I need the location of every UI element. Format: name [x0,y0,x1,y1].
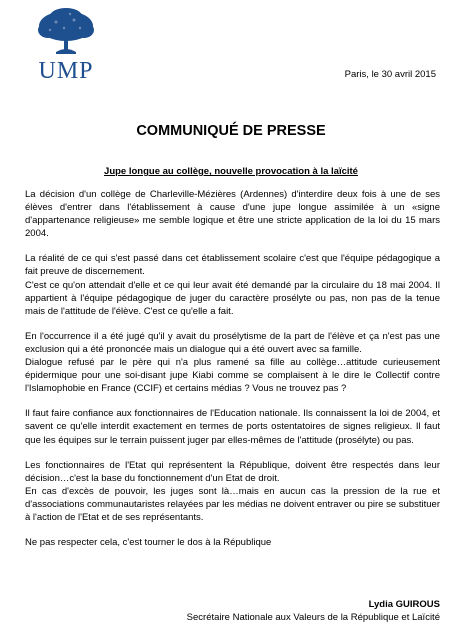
paragraph: Dialogue refusé par le père qui n'a plus ramené sa fille au collège…attitude curieusement épidermique pour une soi-disant jupe Kiabi comme se complaisent à le dire le Collectif contre l'Islamophobie en France (CCIF) et certains médias ? Vous ne trouvez pas ? [25,357,440,395]
paragraph: Les fonctionnaires de l'Etat qui représentent la République, doivent être respectés dans leur décision…c'est la base du fonctionnement d'un Etat de droit. [25,459,440,484]
page-subtitle: Jupe longue au collège, nouvelle provocation à la laïcité [104,166,358,177]
paragraph: Il faut faire confiance aux fonctionnaires de l'Education nationale. Ils connaissent la loi de 2004, et savent ce qu'elle interdit exactement en termes de ports ostentatoires de signes religieux. Il faut que les équipes sur le terrain puissent juger par elles-mêmes de l'attitude (prosélyte) ou pas. [25,408,440,446]
ump-logo [28,8,104,88]
paragraph: En cas d'excès de pouvoir, les juges sont là…mais en aucun cas la pression de la rue et d'associations communautaristes relayées par les médias ne doivent entraver ou pire se substituer à l'action de l'Etat et de ses représentants. [25,485,440,523]
paragraph: En l'occurrence il a été jugé qu'il y avait du prosélytisme de la part de l'élève et ça n'est pas une exclusion qui a été prononcée mais un dialogue qui a été ouvert avec sa famille. [25,330,440,355]
page-title: COMMUNIQUÉ DE PRESSE [136,123,326,139]
paragraph: La réalité de ce qui s'est passé dans cet établissement scolaire c'est que l'équipe pédagogique a fait preuve de discernement. [25,253,440,278]
signature-block [187,598,440,624]
logo-text: UMP [38,58,94,84]
paragraph: C'est ce qu'on attendait d'elle et ce qui leur avait été demandé par la circulaire du 18 mai 2004. Il appartient à l'équipe pédagogique de juger du caractère prosélyte ou pas, non pas de la tenue mais de l'attitude de l'élève. C'est ce qu'elle a fait. [25,279,440,317]
signature-role: Secrétaire Nationale aux Valeurs de la République et Laïcité [186,612,440,623]
document-date: Paris, le 30 avril 2015 [344,69,436,80]
paragraph: La décision d'un collège de Charleville-Mézières (Ardennes) d'interdire deux fois à une de ses élèves d'entrer dans l'établissement à cause d'une jupe longue assimilée à un «signe d'appartenance religieuse» me semble logique et être une stricte application de la loi du 15 mars 2004. [25,189,440,240]
paragraph: Ne pas respecter cela, c'est tourner le dos à la République [25,537,272,549]
press-release-body [25,188,440,561]
signature-name: Lydia GUIROUS [368,599,440,610]
tree-icon [34,8,98,58]
